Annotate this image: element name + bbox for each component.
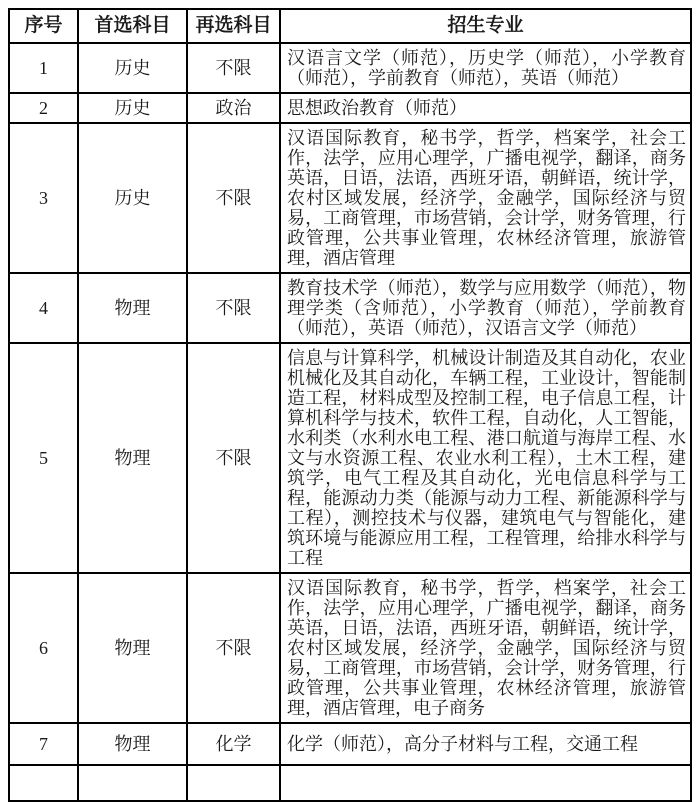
header-majors: 招生专业 xyxy=(280,9,691,43)
second-subject-cell: 不限 xyxy=(187,343,280,573)
header-row xyxy=(9,9,691,43)
row-number-cell: 2 xyxy=(9,93,78,123)
table-body xyxy=(9,43,691,801)
second-subject-cell: 不限 xyxy=(187,43,280,93)
row-number-cell: 7 xyxy=(9,723,78,765)
row-number-cell: 5 xyxy=(9,343,78,573)
admissions-table xyxy=(8,8,692,802)
table-row xyxy=(9,723,691,765)
table-row xyxy=(9,273,691,343)
table-row xyxy=(9,765,691,801)
first-subject-cell: 物理 xyxy=(78,273,187,343)
second-subject-cell xyxy=(187,765,280,801)
header-first-subject: 首选科目 xyxy=(78,9,187,43)
second-subject-cell: 不限 xyxy=(187,273,280,343)
majors-cell: 教育技术学（师范），数学与应用数学（师范），物理学类（含师范），小学教育（师范），学前教育（师范），英语（师范），汉语言文学（师范） xyxy=(280,273,691,343)
first-subject-cell: 物理 xyxy=(78,723,187,765)
first-subject-cell: 物理 xyxy=(78,573,187,723)
table-row xyxy=(9,43,691,93)
row-number-cell: 6 xyxy=(9,573,78,723)
row-number-cell: 1 xyxy=(9,43,78,93)
row-number-cell xyxy=(9,765,78,801)
table-row xyxy=(9,123,691,273)
first-subject-cell: 历史 xyxy=(78,123,187,273)
header-second-subject: 再选科目 xyxy=(187,9,280,43)
majors-cell xyxy=(280,765,691,801)
majors-cell: 汉语国际教育，秘书学，哲学，档案学，社会工作，法学，应用心理学，广播电视学，翻译，商务英语，日语，法语，西班牙语，朝鲜语，统计学，农村区域发展，经济学，金融学，国际经济与贸易，工商管理，市场营销，会计学，财务管理，行政管理，公共事业管理，农林经济管理，旅游管理，酒店管理，电子商务 xyxy=(280,573,691,723)
table-row xyxy=(9,573,691,723)
majors-cell: 汉语言文学（师范），历史学（师范），小学教育（师范），学前教育（师范），英语（师范） xyxy=(280,43,691,93)
majors-cell: 思想政治教育（师范） xyxy=(280,93,691,123)
majors-cell: 信息与计算科学，机械设计制造及其自动化，农业机械化及其自动化，车辆工程，工业设计，智能制造工程，材料成型及控制工程，电子信息工程，计算机科学与技术，软件工程，自动化，人工智能，水利类（水利水电工程、港口航道与海岸工程、水文与水资源工程、农业水利工程），土木工程，建筑学，电气工程及其自动化，光电信息科学与工程，能源动力类（能源与动力工程、新能源科学与工程），测控技术与仪器，建筑电气与智能化，建筑环境与能源应用工程，工程管理，给排水科学与工程 xyxy=(280,343,691,573)
table-row xyxy=(9,343,691,573)
second-subject-cell: 不限 xyxy=(187,573,280,723)
first-subject-cell: 历史 xyxy=(78,93,187,123)
first-subject-cell xyxy=(78,765,187,801)
row-number-cell: 3 xyxy=(9,123,78,273)
first-subject-cell: 历史 xyxy=(78,43,187,93)
table-row xyxy=(9,93,691,123)
second-subject-cell: 不限 xyxy=(187,123,280,273)
majors-cell: 化学（师范），高分子材料与工程，交通工程 xyxy=(280,723,691,765)
second-subject-cell: 政治 xyxy=(187,93,280,123)
row-number-cell: 4 xyxy=(9,273,78,343)
first-subject-cell: 物理 xyxy=(78,343,187,573)
table-header xyxy=(9,9,691,43)
header-serial-number: 序号 xyxy=(9,9,78,43)
majors-cell: 汉语国际教育，秘书学，哲学，档案学，社会工作，法学，应用心理学，广播电视学，翻译，商务英语，日语，法语，西班牙语，朝鲜语，统计学，农村区域发展，经济学，金融学，国际经济与贸易，工商管理，市场营销，会计学，财务管理，行政管理，公共事业管理，农林经济管理，旅游管理，酒店管理 xyxy=(280,123,691,273)
second-subject-cell: 化学 xyxy=(187,723,280,765)
